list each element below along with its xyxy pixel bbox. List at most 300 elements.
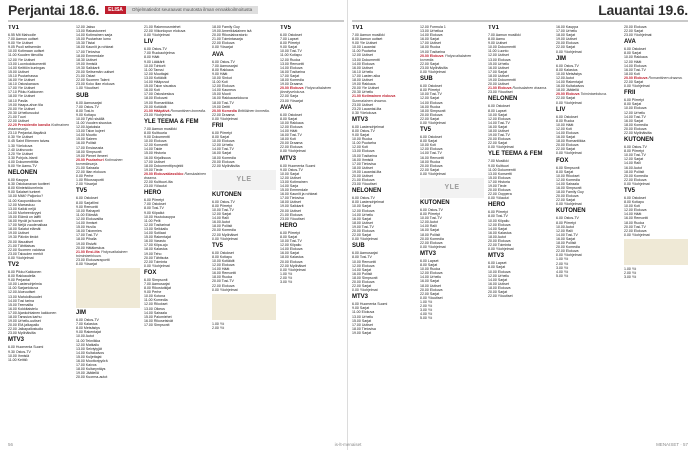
program-time-title: 17.00 Lasten aika (352, 73, 381, 78)
program-time-title: 16.00 Kauppa (556, 25, 579, 29)
program-time-title: 22.00 Sarjat (556, 45, 576, 50)
program-time-title: 17.00 Tietovisa (280, 196, 304, 201)
channel-heading: JIM (76, 310, 87, 317)
program-time-title: 12.00 Formula 1 (420, 25, 446, 29)
program-time-title: 19.30 Päivän tiedot (8, 235, 39, 240)
channel-heading: AVA (280, 104, 292, 111)
program-time-title: 19.00 Etsivät (76, 241, 97, 246)
program-time-title: 16.00 Sarjat (556, 135, 576, 140)
program-time-title: 21.00 Sairaala (76, 166, 99, 170)
program-time-title: 16.00 Uutiset (488, 65, 509, 70)
program-entry (144, 33, 208, 37)
program-entry (76, 158, 140, 166)
program-time-title: 23.00 Yöuutiset (488, 90, 513, 95)
program-time-title: 8.00 Sarjat (624, 102, 642, 107)
program-time-title: 19.00 Rakkaus (352, 82, 376, 87)
program-time-title: 19.00 Dokumentti (488, 78, 516, 83)
program-time-title: 6.00 Ostokset (624, 196, 646, 200)
program-time-title: 15.00 Palomiehet (144, 314, 172, 319)
program-description: Ranskalainen draama. (144, 171, 206, 180)
program-time-title: 15.00 Muoti (212, 92, 231, 97)
program-time-title: 18.00 Poliisit (624, 169, 645, 174)
program-time-title: 12.00 Rikokset (144, 302, 168, 307)
listing-column (420, 25, 484, 445)
right-header (352, 1, 688, 18)
program-entry (8, 164, 72, 168)
program-time-title: 22.00 Myöhäiset (212, 232, 239, 237)
program-time-title: 16.10 Ostoskanava (8, 82, 39, 87)
program-time-title: 2.00 Yö (280, 275, 293, 280)
program-time-title: 21.00 Elokuva (488, 86, 513, 91)
program-entry (212, 164, 276, 168)
program-entry (352, 111, 416, 115)
program-time-title: 17.00 Ensiavusta (76, 145, 104, 150)
program-time-title: 14.00 Elokuva (420, 100, 443, 105)
program-time-title: 22.00 Sarjat (624, 80, 644, 85)
program-time-title: 11.00 Vuoden sisustus (76, 120, 112, 125)
program-time-title: 18.00 Uutiset (352, 220, 373, 225)
program-time-title: 17.00 Yle Uutiset (8, 86, 35, 91)
program-time-title: 22.00 Uutiset (8, 118, 29, 123)
program-time-title: 18.00 Dokumenttiprojekti (144, 163, 184, 168)
program-time-title: 18.00 Pihalla (76, 237, 97, 242)
program-time-title: 23.00 Myöhäisilta (420, 65, 448, 70)
advert-block (624, 239, 688, 265)
program-time-title: 17.00 Sarjat (280, 73, 300, 78)
program-time-title: 0.00 Yöohjelmat (420, 171, 446, 176)
program-time-title: 17.00 Uutiset (420, 41, 441, 46)
channel-heading: NELONEN (352, 188, 382, 195)
program-time-title: 8.00 Tosi-TV (144, 206, 164, 211)
program-time-title: 12.00 Ajatuksia (76, 125, 101, 130)
program-time-title: 12.00 Kilpailu (280, 243, 302, 248)
program-time-title: 21.00 Ostari (76, 74, 96, 79)
program-time-title: 17.10 Pikku Kakkonen (8, 90, 44, 95)
program-time-title: 6.00 Piirretyt (212, 130, 232, 135)
program-time-title: 8.00 Piirretyt (420, 88, 440, 93)
program-time-title: 2.00 Yösarjat (76, 182, 97, 187)
program-time-title: 22.00 Sarjat (420, 116, 440, 121)
program-time-title: 12.00 Koti (556, 126, 572, 131)
program-time-title: 22.00 Sarjat (624, 29, 644, 34)
program-time-title: 14.00 Häät (624, 212, 642, 217)
program-time-title: 1.00 Yö (280, 271, 293, 276)
program-time-title: 21.00 Rakennusmiehet (144, 25, 181, 29)
program-time-title: 10.00 Lastenohjelmia (8, 282, 42, 287)
program-time-title: 23.00 Koko illan elokuva (76, 82, 115, 87)
elisa-banner[interactable] (105, 5, 258, 14)
program-entry (488, 196, 552, 200)
channel-heading: MTV3 (420, 250, 437, 257)
program-time-title: 3.00 Yö (556, 265, 569, 270)
program-time-title: 14.00 Elokuva (352, 61, 375, 66)
program-time-title: 16.00 Sarjat (352, 216, 372, 221)
program-entry (420, 54, 484, 62)
program-time-title: 6.00 Ostos-TV (76, 318, 99, 323)
program-time-title: 16.00 Autot (212, 220, 230, 225)
program-time-title: 0.00 Yöohjelmat (420, 70, 446, 75)
program-time-title: 12.00 Uutiset (488, 53, 509, 58)
program-time-title: 16.00 Poliisit (352, 271, 373, 276)
program-time-title: 18.00 Uutiset (420, 283, 441, 288)
program-time-title: 19.30 Salkkarit (76, 65, 100, 70)
program-time-title: 16.10 Urheilu (352, 69, 374, 74)
program-time-title: 3.00 Yö (420, 308, 433, 313)
program-time-title: 20.00 Rikoslaboratorio (212, 33, 248, 38)
program-time-title: 10.00 Koti (624, 204, 640, 209)
program-time-title: 19.00 Pienet ihmeet (76, 153, 108, 158)
program-time-title: 18.00 Salatut elämät (8, 227, 41, 232)
program-description: Kotimainen komediasarja. (76, 157, 123, 166)
program-time-title: 0.30 Yle Uutiset (8, 135, 33, 140)
program-time-title: 12.00 Ralli (556, 228, 573, 233)
program-time-title: 18.00 Elokuvat (144, 96, 168, 101)
program-time-title: 2.00 Yö (212, 325, 225, 330)
program-time-title: 18.00 Ruoka (420, 159, 441, 164)
program-time-title: 6.00 Simpsonit (556, 165, 580, 170)
program-time-title: 16.00 Sarjat (420, 228, 440, 233)
program-time-title: 10.00 Mitä? Paljonko? (8, 194, 44, 199)
program-time-title: 13.00 Kotiäidit (144, 75, 167, 80)
program-time-title: 10.00 Elokuva (488, 269, 511, 274)
program-time-title: 16.00 Sarjat (280, 251, 300, 256)
listing-column (144, 25, 208, 445)
program-time-title: 13.00 Mahdollisuudet (8, 294, 42, 299)
program-time-title: 10.00 Kotona (144, 294, 166, 299)
program-time-title: 23.00 Yösarjat (280, 98, 303, 103)
program-time-title: 19.00 Ihmisiä (76, 61, 98, 66)
program-time-title: 8.00 Sarjafilmi (76, 200, 99, 205)
program-description: Romanttinen draama. (648, 75, 683, 80)
program-time-title: 18.00 Sarjat (556, 33, 576, 38)
program-time-title: 7.00 Aamun uutiset (8, 37, 39, 42)
program-time-title: 12.00 Elokuva (488, 222, 511, 227)
program-time-title: 10.00 Tosi-TV (420, 216, 442, 221)
program-time-title: 11.00 Koti (212, 80, 228, 85)
program-time-title: 0.00 Yöohjelmat (556, 151, 582, 156)
channel-heading: MTV3 (352, 294, 369, 301)
channel-heading: KUTONEN (556, 208, 586, 215)
program-time-title: 6.00 Piirretyt (624, 98, 644, 103)
channel-heading: FOX (144, 269, 157, 276)
program-time-title: 15.10 Puutarhassa (8, 73, 38, 78)
program-time-title: 6.00 Ostokset (624, 47, 646, 52)
program-time-title: 12.00 Konsertti (144, 143, 168, 148)
channel-heading: KUTONEN (212, 191, 242, 198)
program-time-title: 22.00 Suomen valoissa (8, 247, 45, 252)
program-time-title: 16.00 Kultakaivos (556, 84, 584, 89)
channel-logo-block (420, 178, 484, 198)
program-time-title: 15.00 Puutarhan lumo (76, 37, 111, 42)
program-time-title: 18.00 Komedia (212, 155, 236, 160)
program-entry (624, 233, 688, 237)
program-description: Kotimainen draamasarja. (8, 123, 69, 132)
program-time-title: 19.00 Teho (144, 251, 162, 256)
program-time-title: 12.00 Elokuva (280, 124, 303, 129)
program-time-title: 17.00 Urheilu (556, 29, 578, 34)
program-time-title: 20.00 Komedia (212, 228, 236, 233)
program-time-title: 9.00 Häät (212, 71, 228, 76)
program-time-title: 21.00 Ensi-ilta (76, 249, 101, 254)
program-entry (352, 94, 416, 102)
program-time-title: 4.00 Dokumenttitila (8, 159, 39, 164)
program-time-title: 12.00 Uutiset (280, 175, 301, 180)
program-time-title: 12.00 Jakso (76, 25, 96, 29)
program-time-title: 11.00 Luonto (488, 49, 509, 54)
program-time-title: 0.00 Perhe (76, 174, 94, 179)
program-time-title: 22.00 Sarjat (488, 141, 508, 146)
program-time-title: 20.00 Elokuvaklassikko (144, 171, 185, 176)
program-time-title: 9.00 Sarjat (352, 306, 370, 311)
program-time-title: 9.00 Sarjat (352, 133, 370, 138)
program-time-title: 20.00 Sarjat (488, 289, 508, 294)
program-time-title: 16.00 Sarjat (420, 279, 440, 284)
program-time-title: 11.00 Keittiö (8, 357, 28, 362)
program-time-title: 14.00 Häät (280, 128, 298, 133)
program-entry (8, 331, 72, 335)
program-time-title: 8.00 Piirretyt (212, 203, 232, 208)
program-time-title: 20.00 Kotiäidit (144, 104, 167, 109)
program-time-title: 22.00 Elokuva (212, 41, 235, 46)
program-time-title: 22.00 Elokuva (556, 249, 579, 254)
program-entry (556, 202, 620, 206)
program-time-title: 14.00 Tosi-TV (420, 151, 442, 156)
program-time-title: 12.00 Sarjat (420, 96, 440, 101)
program-time-title: 18.00 Uutiset (280, 200, 301, 205)
program-description: Yhdysvaltalainen komedia. (420, 53, 472, 62)
program-time-title: 21.00 Elokuva (280, 212, 303, 217)
program-entry (624, 33, 688, 37)
program-time-title: 22.00 Yöuutiset (488, 294, 513, 299)
channel-heading: NELONEN (8, 170, 38, 177)
program-time-title: 18.00 Romantiikka (556, 139, 586, 144)
program-time-title: 0.00 Yöohjelmat (420, 244, 446, 249)
program-time-title: 0.00 Yöohjelmat (8, 255, 34, 260)
program-time-title: 20.00 Elokuva (624, 25, 647, 29)
program-time-title: 20.00 Elokuva (556, 92, 581, 97)
program-time-title: 20.00 Elokuva (352, 229, 375, 234)
program-time-title: 10.00 Rakkaus (624, 55, 648, 60)
program-time-title: 15.00 Rakentajat (144, 235, 171, 240)
program-time-title: 13.00 Selviytyjät (76, 346, 102, 351)
program-time-title: 2.00 Yö (624, 271, 637, 276)
program-time-title: 12.00 Muuttajat (144, 71, 169, 76)
program-time-title: 10.00 Tosi-TV (420, 92, 442, 97)
program-time-title: 11.00 Dokumentti (488, 167, 516, 172)
program-time-title: 9.30 Ostos-TV (8, 349, 31, 354)
program-time-title: 0.00 Yöohjelmat (556, 253, 582, 258)
channel-heading: TV1 (488, 25, 500, 31)
elisa-logo: ELISA (105, 6, 126, 14)
program-time-title: 20.00 Elokuva (280, 259, 303, 264)
program-time-title: 9.00 Salaiset tunteet (8, 190, 41, 195)
program-entry (212, 288, 276, 292)
program-time-title: 0.00 Yöohjelmat (352, 288, 378, 293)
program-description: Brittiläinen komedia. (237, 108, 270, 113)
program-time-title: 18.00 Koti (280, 137, 296, 142)
program-time-title: 0.00 Yölaulut (488, 196, 509, 201)
program-time-title: 16.00 Talonmies (76, 229, 102, 234)
program-time-title: 6.00 Aamusarjat (352, 251, 378, 256)
program-time-title: 16.00 Moottoripyörä (76, 359, 108, 363)
program-time-title: 15.00 Uutiset (8, 69, 29, 74)
channel-heading: SUB (76, 92, 89, 99)
program-time-title: 0.00 Yöohjelmat (144, 33, 170, 38)
program-time-title: 10.00 Lauantai (352, 45, 376, 50)
program-time-title: 22.00 Sarjat (556, 147, 576, 152)
program-time-title: 22.00 Suomen Talent (76, 78, 110, 83)
advert-block (76, 268, 140, 308)
program-time-title: 14.00 Elokuva (280, 247, 303, 252)
program-entry (212, 237, 276, 241)
program-time-title: 10.00 Kotimaan uutiset (8, 49, 45, 54)
program-time-title: 9.00 Ostos-TV (280, 167, 303, 172)
program-time-title: 20.00 Elokuva (488, 188, 511, 193)
program-time-title: 16.00 Ihmisiä (352, 157, 374, 162)
program-time-title: 10.00 Tyttö sisällä (76, 116, 105, 121)
program-time-title: 22.00 Sarjat (556, 198, 576, 203)
program-time-title: 8.00 Lastenohjelmat (352, 200, 384, 205)
program-entry (280, 280, 344, 284)
program-time-title: 8.00 Sarjat (280, 116, 298, 121)
program-description: Romanttinen komedia. (170, 108, 206, 113)
program-time-title: 7.00 Ostos-TV (76, 104, 99, 109)
program-time-title: 16.00 Autot (624, 165, 642, 170)
program-time-title: 19.00 Tositarina (420, 49, 445, 54)
program-time-title: 16.00 Sarjat (420, 37, 440, 42)
program-time-title: 14.00 Hääpuvut (144, 80, 170, 85)
program-entry (144, 172, 208, 180)
program-time-title: 5.00 Yle Aamu-TV (8, 164, 37, 168)
program-time-title: 16.00 Tositarina (280, 69, 305, 74)
program-entry (624, 182, 688, 186)
program-time-title: 22.00 Kulttuuri-ilta (144, 180, 173, 185)
program-time-title: 18.00 Kultaryntäys (76, 367, 106, 372)
program-time-title: 12.00 Elokuva (212, 84, 235, 89)
program-time-title: 11.00 Komedia (144, 298, 168, 303)
program-time-title: 22.00 Viikonlopun elokuva (144, 29, 186, 34)
program-entry (280, 99, 344, 103)
program-time-title: 18.00 Koti (624, 71, 640, 76)
channel-heading: KUTONEN (420, 200, 450, 206)
program-time-title: 18.00 Ruoka (624, 220, 645, 225)
program-entry (352, 288, 416, 292)
program-time-title: 22.20 Presidentin kanslia (8, 123, 52, 128)
program-time-title: 12.00 Alueuutiset (8, 290, 36, 295)
program-time-title: 10.00 Sarjat (352, 204, 372, 209)
program-time-title: 10.00 Ruoka (352, 137, 373, 142)
program-description: Yhdysvaltalainen toimintaelokuva. (76, 249, 128, 258)
program-time-title: 10.00 Rahapeli (76, 208, 100, 213)
channel-heading: TV5 (420, 127, 432, 134)
program-time-title: 23.00 Yöuutiset (352, 182, 377, 187)
program-entry (76, 182, 140, 186)
program-time-title: 18.00 Komedia (280, 78, 304, 83)
program-time-title: 12.00 Matkailu (76, 342, 100, 347)
program-time-title: 15.00 Sarjat (352, 318, 372, 323)
program-time-title: 18.00 Tanssiva karhu (8, 315, 42, 319)
program-time-title: 14.00 Urheilu (352, 212, 374, 217)
program-time-title: 15.00 Elokuva (488, 175, 511, 180)
program-time-title: 0.00 Yöohjelmat (212, 287, 238, 292)
program-time-title: 12.00 Urheilu (212, 143, 234, 148)
program-time-title: 10.00 Koti (420, 143, 436, 148)
program-time-title: 14.00 Tosi-TV (624, 114, 646, 119)
program-time-title: 8.00 Rikostutkijat (144, 286, 172, 291)
program-time-title: 16.00 Sarjat (488, 124, 508, 129)
program-time-title: 11.00 Tekniikka (76, 338, 101, 343)
program-time-title: 14.00 Kotimainen sarja (76, 33, 113, 38)
channel-heading: FRII (624, 90, 636, 97)
program-time-title: 17.00 Kaivos (76, 363, 97, 368)
program-time-title: 18.00 Jäätiellä (556, 88, 579, 93)
program-time-title: 8.00 Sarjat (488, 265, 506, 270)
channel-heading: TV5 (212, 242, 224, 249)
program-time-title: 10.00 Häät (556, 122, 574, 127)
program-time-title: 12.00 Elokuva (352, 263, 375, 268)
channel-heading: TV5 (280, 25, 292, 31)
program-time-title: 14.00 Rakentajat (556, 80, 583, 85)
program-time-title: 1.00 Yö (624, 266, 637, 271)
program-time-title: 17.00 Tietovisa (352, 161, 376, 166)
channel-heading: FOX (556, 157, 569, 164)
program-time-title: 18.00 Uutiset (488, 73, 509, 78)
program-time-title: 13.00 Remontti (280, 61, 305, 66)
program-time-title: 6.00 Ostokset (280, 33, 302, 37)
program-time-title: 14.00 Häät (212, 267, 230, 272)
program-time-title: 12.00 Urheilu (488, 273, 510, 278)
program-time-title: 12.00 Elokuva (352, 208, 375, 213)
program-time-title: 20.00 Elokuva (420, 112, 443, 117)
program-entry (280, 217, 344, 221)
program-time-title: 17.00 Simpsonit (144, 322, 170, 327)
program-entry (488, 90, 552, 94)
program-entry (144, 113, 208, 117)
program-entry (144, 184, 208, 188)
channel-heading: TV1 (352, 25, 364, 31)
program-time-title: 23.00 Uutiset (352, 102, 373, 107)
program-time-title: 9.00 Kotiapu (76, 112, 96, 117)
program-time-title: 19.00 Tosi-TV (488, 133, 510, 138)
program-time-title: 13.00 Kaikki neljä (8, 206, 36, 211)
program-time-title: 6.00 Huomenta Suomi (280, 163, 316, 168)
program-entry (8, 123, 72, 131)
program-entry (8, 256, 72, 260)
program-time-title: 16.00 Sarjat (556, 236, 576, 241)
program-time-title: 19.00 Tiede (144, 167, 163, 172)
channel-heading: HERO (280, 222, 298, 229)
program-time-title: 6.00 Ostos-TV (420, 208, 443, 212)
program-time-title: 0.00 Yöohjelmat (556, 202, 582, 207)
program-time-title: 12.00 Elokuva (212, 263, 235, 268)
program-time-title: 6.00 Aamusarjat (76, 100, 102, 105)
program-description: Suomalainen draama. (352, 98, 387, 103)
program-time-title: 22.00 Elokuva (624, 177, 647, 182)
program-time-title: 6.00 Ostos-TV (212, 199, 235, 204)
program-time-title: 20.00 Seitsemän uutiset (76, 70, 115, 75)
program-time-title: 19.00 Deitti (212, 104, 230, 109)
program-time-title: 20.00 Tosi-TV (212, 279, 234, 284)
program-entry (352, 331, 416, 335)
program-time-title: 14.00 Sarjat (488, 226, 508, 231)
program-time-title: 0.00 Yöohjelmat (144, 263, 170, 268)
program-time-title: 10.00 Tosi-TV (624, 153, 646, 158)
program-time-title: 20.00 Elokuva (556, 41, 579, 46)
program-time-title: 20.00 Uutiset (280, 208, 301, 213)
program-time-title: 22.00 Sarja (280, 94, 299, 99)
program-entry (212, 45, 276, 49)
program-time-title: 9.00 Uutiset (488, 41, 507, 46)
